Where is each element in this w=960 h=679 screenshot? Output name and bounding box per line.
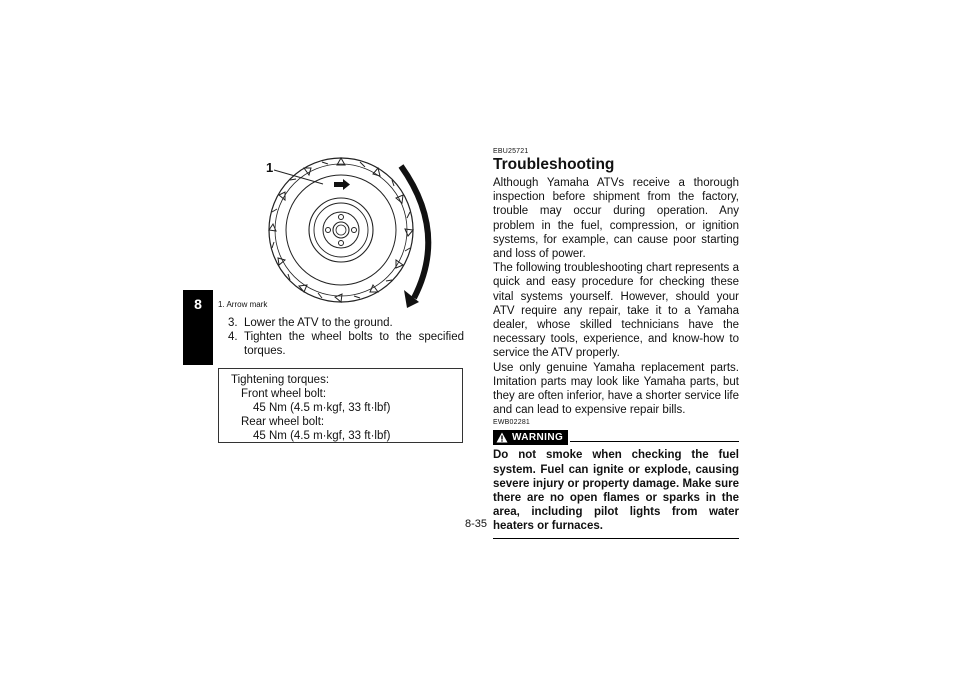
tire-illustration: [218, 140, 463, 310]
page-number: 8-35: [465, 518, 488, 530]
step-item: [228, 330, 464, 358]
procedure-steps: [228, 316, 464, 358]
front-wheel-bolt-label: Front wheel bolt:: [241, 388, 327, 400]
step-number: 3.: [228, 317, 238, 329]
warning-bottom-rule: [493, 538, 739, 539]
wheel-bolts: [326, 215, 357, 246]
paragraph: Although Yamaha ATVs receive a thorough inspection before shipment from the factory, trouble may occur during operation. Any problem in the fuel, compression, or ignition systems, for example, can cause poor starting and loss of power.: [493, 177, 739, 261]
step-text: Lower the ATV to the ground.: [244, 317, 393, 329]
troubleshooting-section: [493, 148, 739, 539]
paragraph: The following troubleshooting chart represents a quick and easy procedure for checking these vital systems yourself. However, should your ATV require any repair, take it to a Yamaha dealer, whose skilled technicians have the necessary tools, experience, and know-how to service the ATV properly.: [493, 262, 739, 360]
rear-wheel-bolt-label: Rear wheel bolt:: [241, 416, 325, 428]
tire-figure: [218, 140, 463, 310]
arrow-mark-icon: [334, 179, 350, 190]
callout-number: 1: [266, 160, 274, 175]
front-wheel-bolt-value: 45 Nm (4.5 m·kgf, 33 ft·lbf): [253, 402, 391, 414]
step-number: 4.: [228, 331, 238, 343]
wheel-rim: [309, 198, 373, 262]
warning-triangle-icon: [496, 432, 508, 443]
paragraph: Use only genuine Yamaha replacement parts. Imitation parts may look like Yamaha parts, but they are often inferior, have a shorter service life and can lead to expensive repair bills.: [493, 361, 739, 417]
warning-badge: [493, 430, 568, 445]
warning-rule: [570, 441, 739, 442]
rotation-arrow-icon: [401, 166, 428, 308]
rear-wheel-bolt-value: 45 Nm (4.5 m·kgf, 33 ft·lbf): [253, 430, 391, 442]
chapter-number: 8: [194, 296, 202, 312]
step-item: [228, 316, 464, 330]
section-title: Troubleshooting: [493, 156, 615, 173]
chapter-tab: [183, 290, 213, 365]
section-code: EBU25721: [493, 148, 529, 155]
warning-header: [493, 429, 739, 445]
warning-text: Do not smoke when checking the fuel system. Fuel can ignite or explode, causing severe injury or property damage. Make sure there are no open flames or sparks in the area, including pilot lights from water heaters or furnaces.: [493, 449, 739, 533]
step-text: Tighten the wheel bolts to the specified torques.: [244, 331, 464, 357]
torque-spec-box: [218, 368, 463, 443]
torque-title: Tightening torques:: [231, 374, 330, 386]
figure-caption: 1. Arrow mark: [218, 300, 268, 309]
tread-blocks: [269, 158, 413, 302]
warning-code: EWB02281: [493, 419, 531, 427]
warning-label: WARNING: [512, 431, 564, 443]
